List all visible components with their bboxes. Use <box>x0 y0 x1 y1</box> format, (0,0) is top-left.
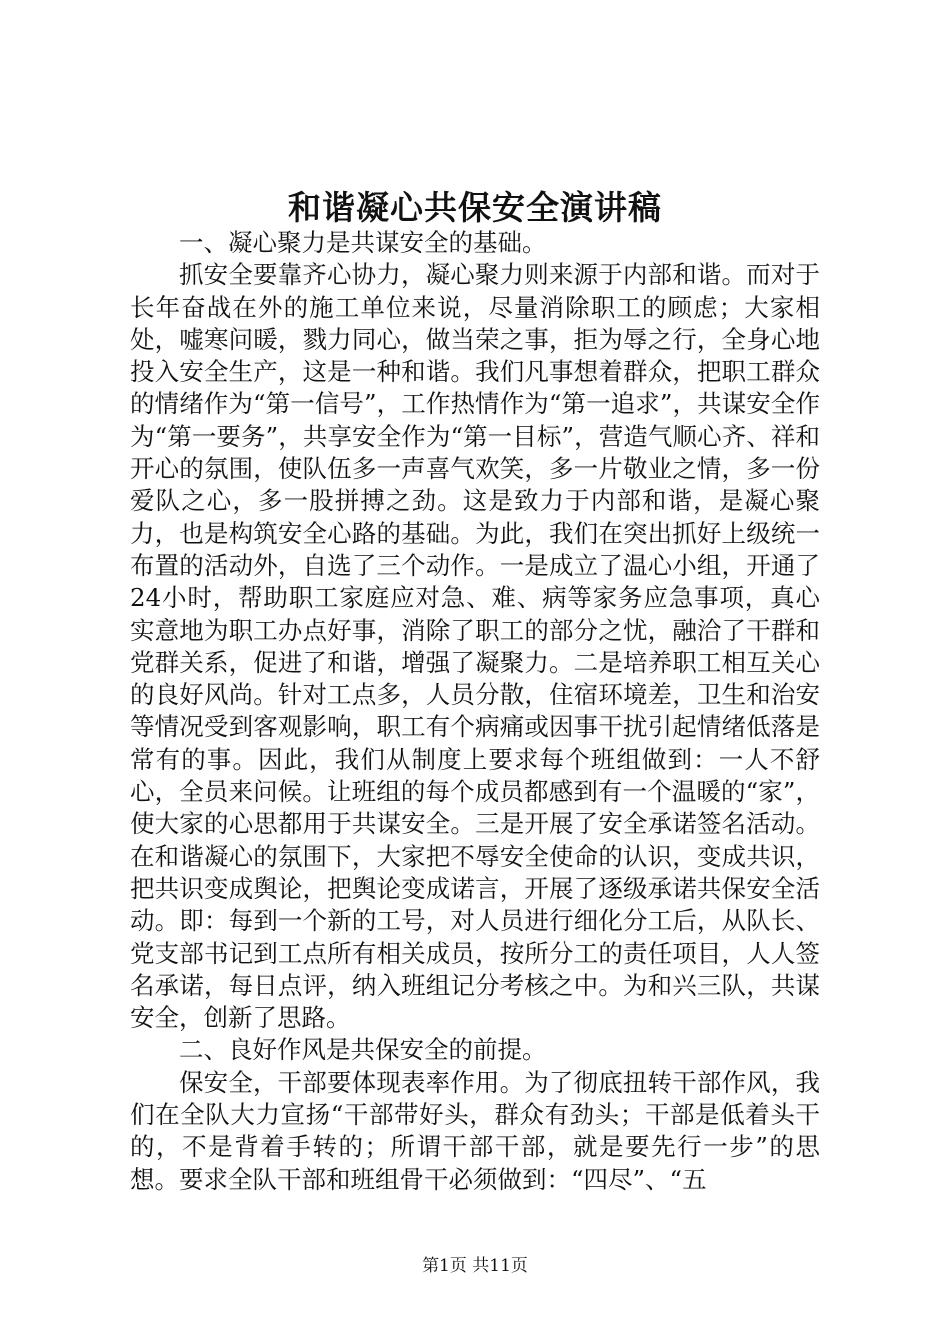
document-title: 和谐凝心共保安全演讲稿 <box>288 188 662 227</box>
section-heading-1: 一、凝心聚力是共谋安全的基础。 <box>179 228 547 257</box>
body-paragraph-2: 保安全，干部要体现表率作用。为了彻底扭转干部作风，我们在全队大力宣扬“干部带好头，群众有劲头；干部是低着头干的，不是背着手转的；所谓干部干部，就是要先行一步”的思想。要求全队干部和班组骨干必须做到：“四尽”、“五 <box>130 1067 820 1194</box>
body-paragraph-1: 抓安全要靠齐心协力，凝心聚力则来源于内部和谐。而对于长年奋战在外的施工单位来说，尽量消除职工的顾虑；大家相处，嘘寒问暖，戮力同心，做当荣之事，拒为辱之行，全身心地投入安全生产，这是一种和谐。我们凡事想着群众，把职工群众的情绪作为“第一信号”，工作热情作为“第一追求”，共谋安全作为“第一要务”，共享安全作为“第一目标”，营造气顺心齐、祥和开心的氛围，使队伍多一声喜气欢笑，多一片敬业之情，多一份爱队之心，多一股拼搏之劲。这是致力于内部和谐，是凝心聚力，也是构筑安全心路的基础。为此，我们在突出抓好上级统一布置的活动外，自选了三个动作。一是成立了温心小组，开通了24小时，帮助职工家庭应对急、难、病等家务应急事项，真心实意地为职工办点好事，消除了职工的部分之忧，融洽了干群和党群关系，促进了和谐，增强了凝聚力。二是培养职工相互关心的良好风尚。针对工点多，人员分散，住宿环境差，卫生和治安等情况受到客观影响，职工有个病痛或因事干扰引起情绪低落是常有的事。因此，我们从制度上要求每个班组做到：一人不舒心，全员来问候。让班组的每个成员都感到有一个温暖的“家”，使大家的心思都用于共谋安全。三是开展了安全承诺签名活动。在和谐凝心的氛围下，大家把不辱安全使命的认识，变成共识，把共识变成舆论，把舆论变成诺言，开展了逐级承诺共保安全活动。即：每到一个新的工号，对人员进行细化分工后，从队长、党支部书记到工点所有相关成员，按所分工的责任项目，人人签名承诺，每日点评，纳入班组记分考核之中。为和兴三队，共谋安全，创新了思路。 <box>130 260 820 1033</box>
page-footer: 第1页 共11页 <box>422 1256 528 1276</box>
document-body <box>130 227 820 1196</box>
section-heading-2: 二、良好作风是共保安全的前提。 <box>179 1035 547 1065</box>
